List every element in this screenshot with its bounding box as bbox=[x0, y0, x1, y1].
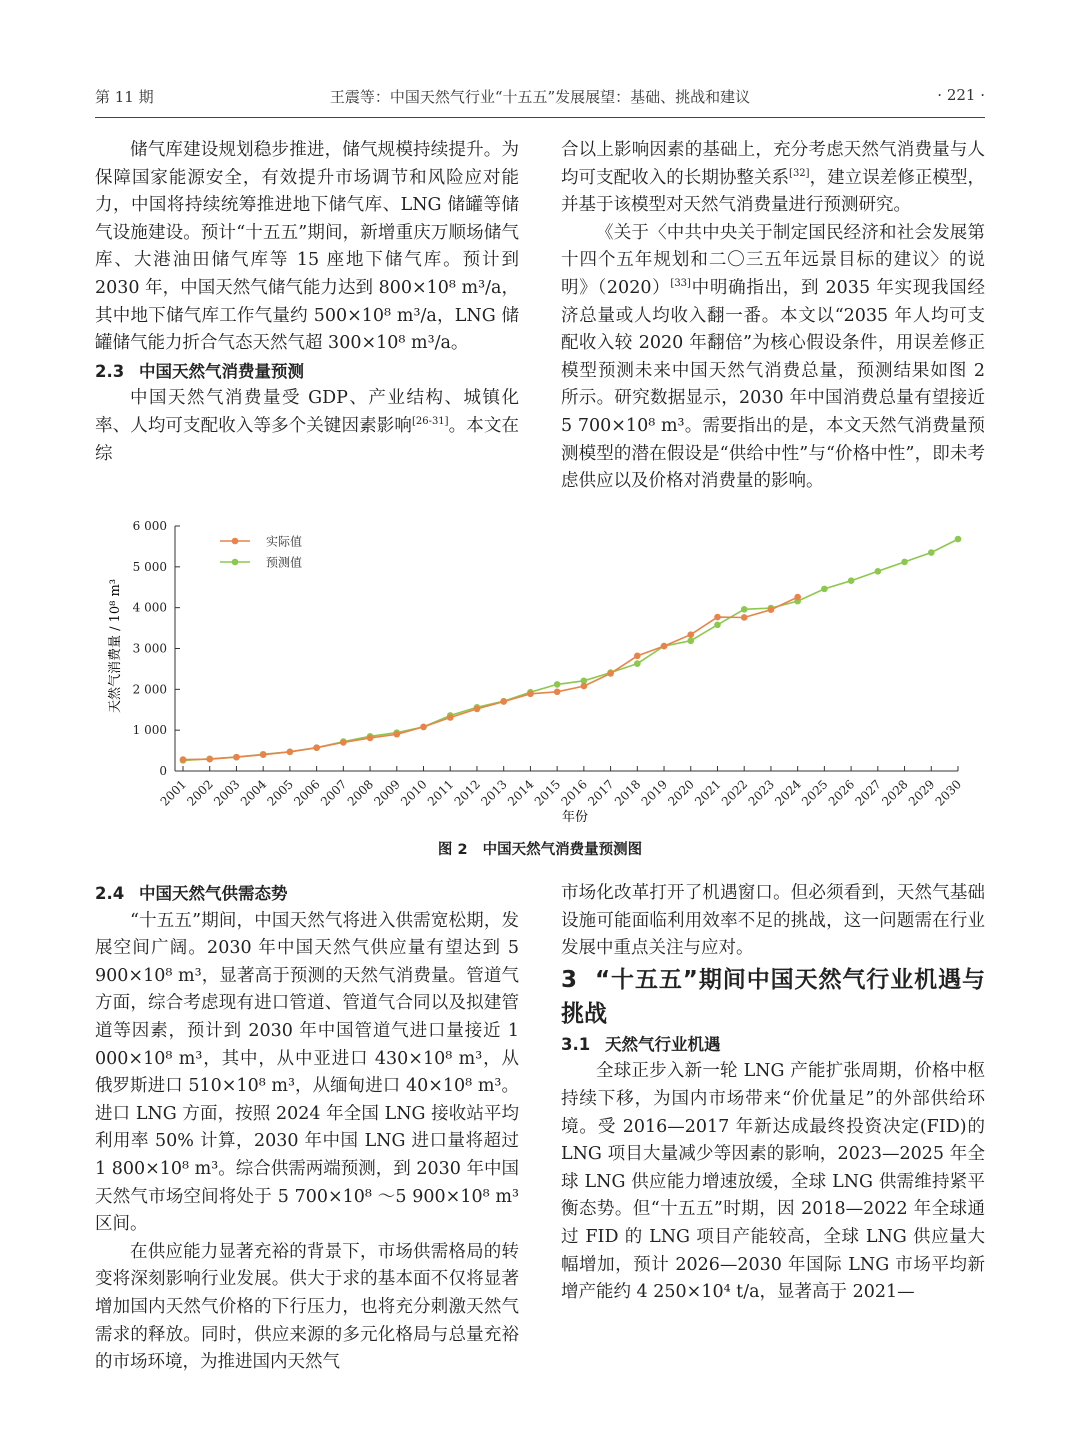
data-point bbox=[607, 670, 614, 677]
figure-caption-text: 中国天然气消费量预测图 bbox=[482, 842, 643, 858]
paragraph: 全球正步入新一轮 LNG 产能扩张周期，价格中枢持续下移，为国内市场带来“价优量足”的外部供给环境。受 2016—2017 年新达成最终投资决定(FID)的 LNG 项目大量减少等因素的影响，2023—2025 年全球 LNG 供应能力增速放缓，全球 LNG 供需维持紧平衡态势。但“十五五”时期，因 2018—2022 年全球通过 FID 的 LNG 项目产能较高，全球 LNG 供应量大幅增加，预计 2026—2030 年国际 LNG 市场平均新增产能约 4 250×10⁴ t/a，显著高于 2021— bbox=[561, 1061, 985, 1303]
data-point bbox=[474, 706, 481, 713]
y-axis-ticks bbox=[133, 519, 180, 778]
data-point bbox=[821, 586, 828, 593]
x-tick-label: 2014 bbox=[505, 777, 537, 809]
x-tick-label: 2009 bbox=[371, 777, 403, 809]
paragraph: “十五五”期间，中国天然气将进入供需宽松期，发展空间广阔。2030 年中国天然气供应量有望达到 5 900×10⁸ m³，显著高于预测的天然气消费量。管道气方面，综合考虑现有进口管道、管道气合同以及拟建管道等因素，预计到 2030 年中国管道气进口量接近 1 000×10⁸ m³，其中，从中亚进口 430×10⁸ m³，从俄罗斯进口 510×10⁸ m³，从缅甸进口 40×10⁸ m³。进口 LNG 方面，按照 2024 年全国 LNG 接收站平均利用率 50% 计算，2030 年中国 LNG 进口量将超过 1 800×10⁸ m³。综合供需两端预测，到 2030 年中国天然气市场空间将处于 5 700×10⁸ ～5 900×10⁸ m³ 区间。 bbox=[95, 910, 519, 1235]
figure-caption bbox=[0, 838, 1080, 859]
x-tick-label: 2019 bbox=[638, 777, 671, 809]
header-issue: 第 11 期 bbox=[95, 88, 154, 106]
x-tick-label: 2002 bbox=[184, 777, 216, 809]
data-point bbox=[260, 751, 267, 758]
x-tick-label: 2024 bbox=[772, 777, 804, 809]
y-tick-label: 4 000 bbox=[132, 600, 167, 615]
data-point bbox=[687, 631, 694, 638]
section-heading-3-1 bbox=[561, 1031, 985, 1059]
x-tick-label: 2001 bbox=[157, 777, 190, 809]
x-tick-label: 2013 bbox=[478, 777, 510, 809]
paragraph-text: 。本文在综 bbox=[95, 415, 520, 464]
series-预测值 bbox=[180, 536, 962, 764]
x-tick-label: 2018 bbox=[611, 777, 644, 809]
section-number: 3.1 bbox=[561, 1034, 591, 1054]
data-point bbox=[367, 735, 374, 742]
data-point bbox=[420, 724, 427, 731]
y-tick-label: 1 000 bbox=[132, 723, 167, 738]
paragraph-text: 合以上影响因素的基础上，充分考虑天然气消费量与人均可支配收入的长期协整关系 bbox=[561, 140, 985, 188]
x-tick-label: 2023 bbox=[745, 777, 778, 809]
text-column-bottom-left bbox=[95, 880, 519, 1377]
x-tick-label: 2025 bbox=[799, 777, 831, 809]
header-title: 王震等：中国天然气行业“十五五”发展展望：基础、挑战和建议 bbox=[329, 88, 751, 106]
section-heading-3 bbox=[561, 963, 985, 1031]
x-tick-label: 2003 bbox=[211, 777, 243, 809]
paragraph: 市场化改革打开了机遇窗口。但必须看到，天然气基础设施可能面临利用效率不足的挑战，这一问题需在行业发展中重点关注与应对。 bbox=[561, 883, 985, 959]
section-title: “十五五”期间中国天然气行业机遇与挑战 bbox=[561, 966, 985, 1027]
legend-marker bbox=[232, 559, 239, 566]
section-title: 天然气行业机遇 bbox=[605, 1034, 721, 1054]
section-number: 3 bbox=[561, 966, 578, 993]
text-column-top-left bbox=[95, 137, 519, 468]
data-point bbox=[554, 688, 561, 695]
data-point bbox=[554, 681, 561, 688]
text-column-bottom-right bbox=[561, 880, 985, 1307]
data-point bbox=[848, 577, 855, 584]
paragraph-text: ，建立误差修正模型，并基于该模型对天然气消费量进行预测研究。 bbox=[561, 167, 985, 216]
citation-ref: [26-31] bbox=[411, 416, 449, 428]
legend-label: 预测值 bbox=[266, 555, 303, 570]
section-title: 中国天然气消费量预测 bbox=[139, 361, 304, 381]
x-tick-label: 2021 bbox=[692, 777, 724, 809]
paragraph-text: 《关于〈中共中央关于制定国民经济和社会发展第十四个五年规划和二〇三五年远景目标的建议〉的说明》（2020） bbox=[561, 222, 985, 298]
legend-marker bbox=[232, 538, 239, 545]
data-point bbox=[875, 568, 882, 575]
x-tick-label: 2022 bbox=[718, 777, 751, 809]
paragraph bbox=[561, 220, 985, 496]
section-number: 2.3 bbox=[95, 361, 125, 381]
x-axis-label: 年份 bbox=[561, 810, 589, 825]
y-tick-label: 2 000 bbox=[132, 682, 167, 697]
paragraph bbox=[95, 385, 519, 468]
data-point bbox=[901, 559, 908, 566]
x-tick-label: 2012 bbox=[451, 777, 484, 809]
consumption-forecast-chart bbox=[95, 515, 985, 845]
series-实际值 bbox=[180, 594, 801, 763]
data-point bbox=[634, 660, 641, 667]
data-point bbox=[714, 622, 721, 629]
chart-legend bbox=[220, 534, 302, 570]
data-point bbox=[794, 594, 801, 601]
paragraph-text: 中国天然气消费量受 GDP、产业结构、城镇化率、人均可支配收入等多个关键因素影响 bbox=[95, 388, 519, 436]
data-point bbox=[661, 643, 668, 650]
data-point bbox=[180, 756, 187, 763]
data-point bbox=[447, 714, 454, 721]
data-point bbox=[928, 549, 935, 556]
data-point bbox=[340, 739, 347, 746]
citation-ref: [33] bbox=[670, 278, 691, 290]
paragraph-text: 中明确指出，到 2035 年实现我国经济总量或人均收入翻一番。本文以“2035 年人均可支配收入较 2020 年翻倍”为核心假设条件，用误差修正模型预测未来中国天然气消费总量，预测结果如图 2 所示。研究数据显示，2030 年中国消费总量有望接近 5 700×10⁸ m³。需要指出的是，本文天然气消费量预测模型的潜在假设是“供给中性”与“价格中性”，即未考虑供应以及价格对消费量的影响。 bbox=[561, 277, 985, 492]
x-axis-ticks bbox=[158, 766, 964, 809]
y-tick-label: 0 bbox=[159, 764, 167, 778]
data-point bbox=[768, 606, 775, 613]
citation-ref: [32] bbox=[789, 167, 810, 179]
x-tick-label: 2008 bbox=[344, 777, 377, 809]
data-point bbox=[687, 637, 694, 644]
data-point bbox=[527, 691, 534, 698]
y-tick-label: 3 000 bbox=[132, 641, 167, 656]
section-title: 中国天然气供需态势 bbox=[139, 884, 288, 903]
x-tick-label: 2020 bbox=[665, 777, 697, 809]
data-point bbox=[741, 614, 748, 621]
x-tick-label: 2004 bbox=[237, 777, 270, 809]
legend-label: 实际值 bbox=[266, 534, 303, 549]
data-point bbox=[313, 744, 320, 751]
series-line bbox=[183, 597, 798, 760]
chart-series bbox=[180, 536, 962, 764]
y-axis-label: 天然气消费量 / 10⁸ m³ bbox=[108, 578, 123, 714]
data-point bbox=[393, 731, 400, 738]
x-tick-label: 2030 bbox=[932, 777, 965, 809]
data-point bbox=[287, 749, 294, 756]
x-tick-label: 2016 bbox=[558, 777, 590, 809]
series-line bbox=[183, 539, 958, 760]
paragraph: 在供应能力显著充裕的背景下，市场供需格局的转变将深刻影响行业发展。供大于求的基本面不仅将显著增加国内天然气价格的下行压力，也将充分刺激天然气需求的释放。同时，供应来源的多元化格局与总量充裕的市场环境，为推进国内天然气 bbox=[95, 1241, 519, 1373]
x-tick-label: 2006 bbox=[291, 777, 323, 809]
x-tick-label: 2007 bbox=[317, 777, 350, 809]
data-point bbox=[233, 754, 240, 761]
data-point bbox=[634, 653, 641, 660]
x-tick-label: 2028 bbox=[879, 777, 911, 809]
y-tick-label: 6 000 bbox=[132, 519, 167, 533]
section-heading-2-4 bbox=[95, 880, 519, 908]
header-rule bbox=[95, 117, 985, 118]
data-point bbox=[581, 683, 588, 690]
x-tick-label: 2015 bbox=[531, 777, 564, 809]
x-tick-label: 2017 bbox=[585, 777, 617, 809]
section-number: 2.4 bbox=[95, 884, 125, 903]
x-tick-label: 2027 bbox=[852, 777, 884, 809]
data-point bbox=[206, 756, 213, 763]
paragraph: 储气库建设规划稳步推进，储气规模持续提升。为保障国家能源安全，有效提升市场调节和风险应对能力，中国将持续统筹推进地下储气库、LNG 储罐等储气设施建设。预计“十五五”期间，新增重庆万顺场储气库、大港油田储气库等 15 座地下储气库。预计到 2030 年，中国天然气储气能力达到 800×10⁸ m³/a，其中地下储气库工作气量约 500×10⁸ m³/a，LNG 储罐储气能力折合气态天然气超 300×10⁸ m³/a。 bbox=[95, 140, 519, 354]
data-point bbox=[955, 536, 962, 543]
y-tick-label: 5 000 bbox=[132, 559, 167, 574]
data-point bbox=[500, 698, 507, 705]
x-tick-label: 2010 bbox=[398, 777, 430, 809]
figure-label: 图 2 bbox=[437, 842, 468, 858]
data-point bbox=[714, 614, 721, 621]
data-point bbox=[741, 606, 748, 613]
x-tick-label: 2011 bbox=[424, 777, 457, 809]
section-heading-2-3 bbox=[95, 358, 519, 386]
header-page-number: · 221 · bbox=[937, 86, 985, 104]
paragraph bbox=[561, 137, 985, 220]
x-tick-label: 2005 bbox=[264, 777, 297, 809]
x-tick-label: 2029 bbox=[905, 777, 938, 809]
text-column-top-right bbox=[561, 137, 985, 496]
x-tick-label: 2026 bbox=[825, 777, 858, 809]
